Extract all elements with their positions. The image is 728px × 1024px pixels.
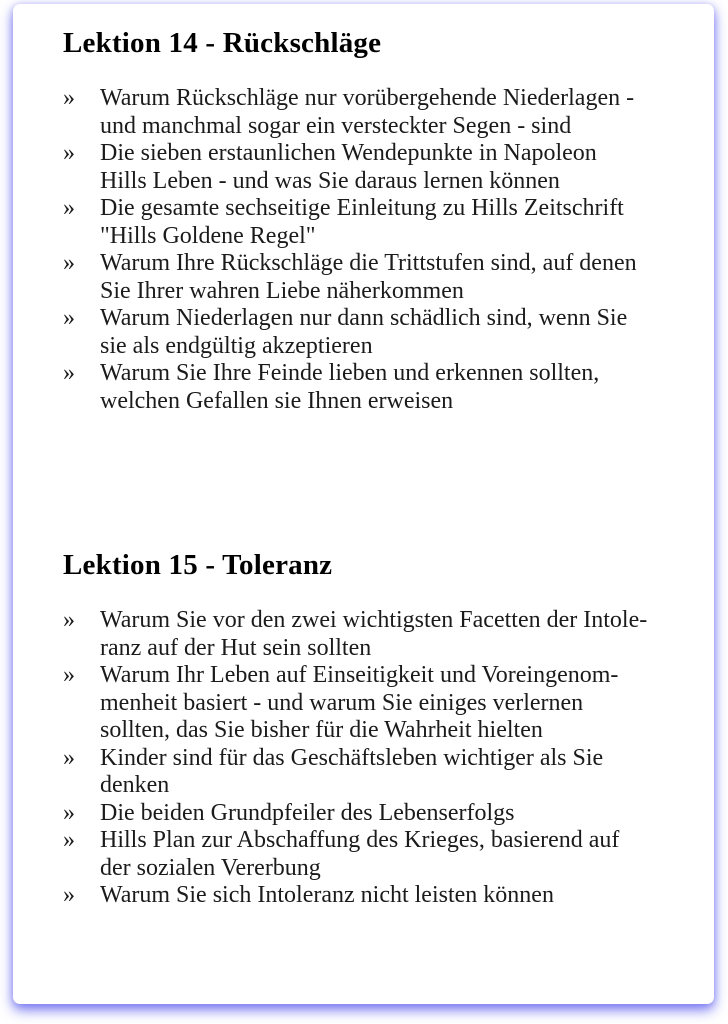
- item-text-line: Kinder sind für das Geschäftsleben wichtiger als Sie: [100, 744, 604, 771]
- section-lektion-15: [63, 550, 674, 910]
- section-title: Lektion 14 - Rückschläge: [63, 27, 382, 59]
- bullet-marker: »: [63, 85, 75, 111]
- list-item: [63, 882, 674, 910]
- item-text-line: sollten, das Sie bisher für die Wahrheit hielten: [100, 717, 543, 743]
- list-item: [63, 250, 674, 305]
- item-text-line: welchen Gefallen sie Ihnen erweisen: [100, 387, 454, 414]
- item-text-line: Hills Plan zur Abschaffung des Krieges, basierend auf: [100, 827, 620, 853]
- bullet-marker: »: [63, 250, 75, 276]
- item-text-line: Warum Sie Ihre Feinde lieben und erkennen sollten,: [100, 360, 600, 386]
- topic-list: [63, 85, 674, 415]
- document-page: [13, 4, 714, 1004]
- item-text-line: menheit basiert - und warum Sie einiges verlernen: [100, 689, 584, 716]
- item-text-line: der sozialen Vererbung: [100, 854, 321, 881]
- item-text: [100, 800, 674, 828]
- bullet-marker: »: [63, 140, 75, 166]
- item-text: [100, 607, 674, 662]
- bullet-marker: »: [63, 607, 75, 633]
- item-text: [100, 140, 674, 195]
- bullet-marker: »: [63, 827, 75, 853]
- list-item: [63, 140, 674, 195]
- item-text-line: denken: [100, 772, 170, 798]
- item-text-line: und manchmal sogar ein versteckter Segen - sind: [100, 112, 572, 139]
- list-item: [63, 195, 674, 250]
- item-text: [100, 745, 674, 800]
- item-text-line: Die beiden Grundpfeiler des Lebenserfolgs: [100, 799, 515, 826]
- item-text: [100, 85, 674, 140]
- item-text-line: Warum Ihre Rückschläge die Trittstufen sind, auf denen: [100, 250, 637, 276]
- item-text-line: Warum Sie vor den zwei wichtigsten Facetten der Intole-: [100, 607, 648, 633]
- bullet-marker: »: [63, 799, 75, 826]
- item-text-line: Die gesamte sechseitige Einleitung zu Hills Zeitschrift: [100, 195, 624, 221]
- item-text-line: Warum Rückschläge nur vorübergehende Niederlagen -: [100, 85, 635, 111]
- bullet-marker: »: [63, 662, 75, 688]
- list-item: [63, 85, 674, 140]
- page-content: [13, 4, 714, 910]
- list-item: [63, 305, 674, 360]
- item-text: [100, 360, 674, 415]
- item-text: [100, 305, 674, 360]
- item-text: [100, 827, 674, 882]
- section-lektion-14: [63, 28, 674, 415]
- topic-list: [63, 607, 674, 910]
- bullet-marker: »: [63, 195, 75, 221]
- bullet-marker: »: [63, 744, 75, 771]
- item-text-line: Die sieben erstaunlichen Wendepunkte in Napoleon: [100, 140, 597, 166]
- bullet-marker: »: [63, 305, 75, 331]
- bullet-marker: »: [63, 360, 75, 386]
- item-text-line: Warum Sie sich Intoleranz nicht leisten können: [100, 882, 554, 908]
- item-text-line: Warum Niederlagen nur dann schädlich sind, wenn Sie: [100, 305, 628, 331]
- section-title: Lektion 15 - Toleranz: [63, 549, 333, 581]
- bullet-marker: »: [63, 882, 75, 908]
- list-item: [63, 662, 674, 745]
- item-text: [100, 195, 674, 250]
- item-text-line: Sie Ihrer wahren Liebe näherkommen: [100, 277, 464, 304]
- item-text: [100, 882, 674, 910]
- list-item: [63, 607, 674, 662]
- item-text: [100, 662, 674, 745]
- list-item: [63, 360, 674, 415]
- list-item: [63, 745, 674, 800]
- list-item: [63, 827, 674, 882]
- item-text-line: Hills Leben - und was Sie daraus lernen können: [100, 167, 560, 194]
- item-text-line: ranz auf der Hut sein sollten: [100, 634, 372, 661]
- item-text-line: "Hills Goldene Regel": [100, 222, 316, 249]
- list-item: [63, 800, 674, 828]
- item-text-line: Warum Ihr Leben auf Einseitigkeit und Voreingenom-: [100, 662, 619, 688]
- item-text: [100, 250, 674, 305]
- item-text-line: sie als endgültig akzeptieren: [100, 332, 373, 359]
